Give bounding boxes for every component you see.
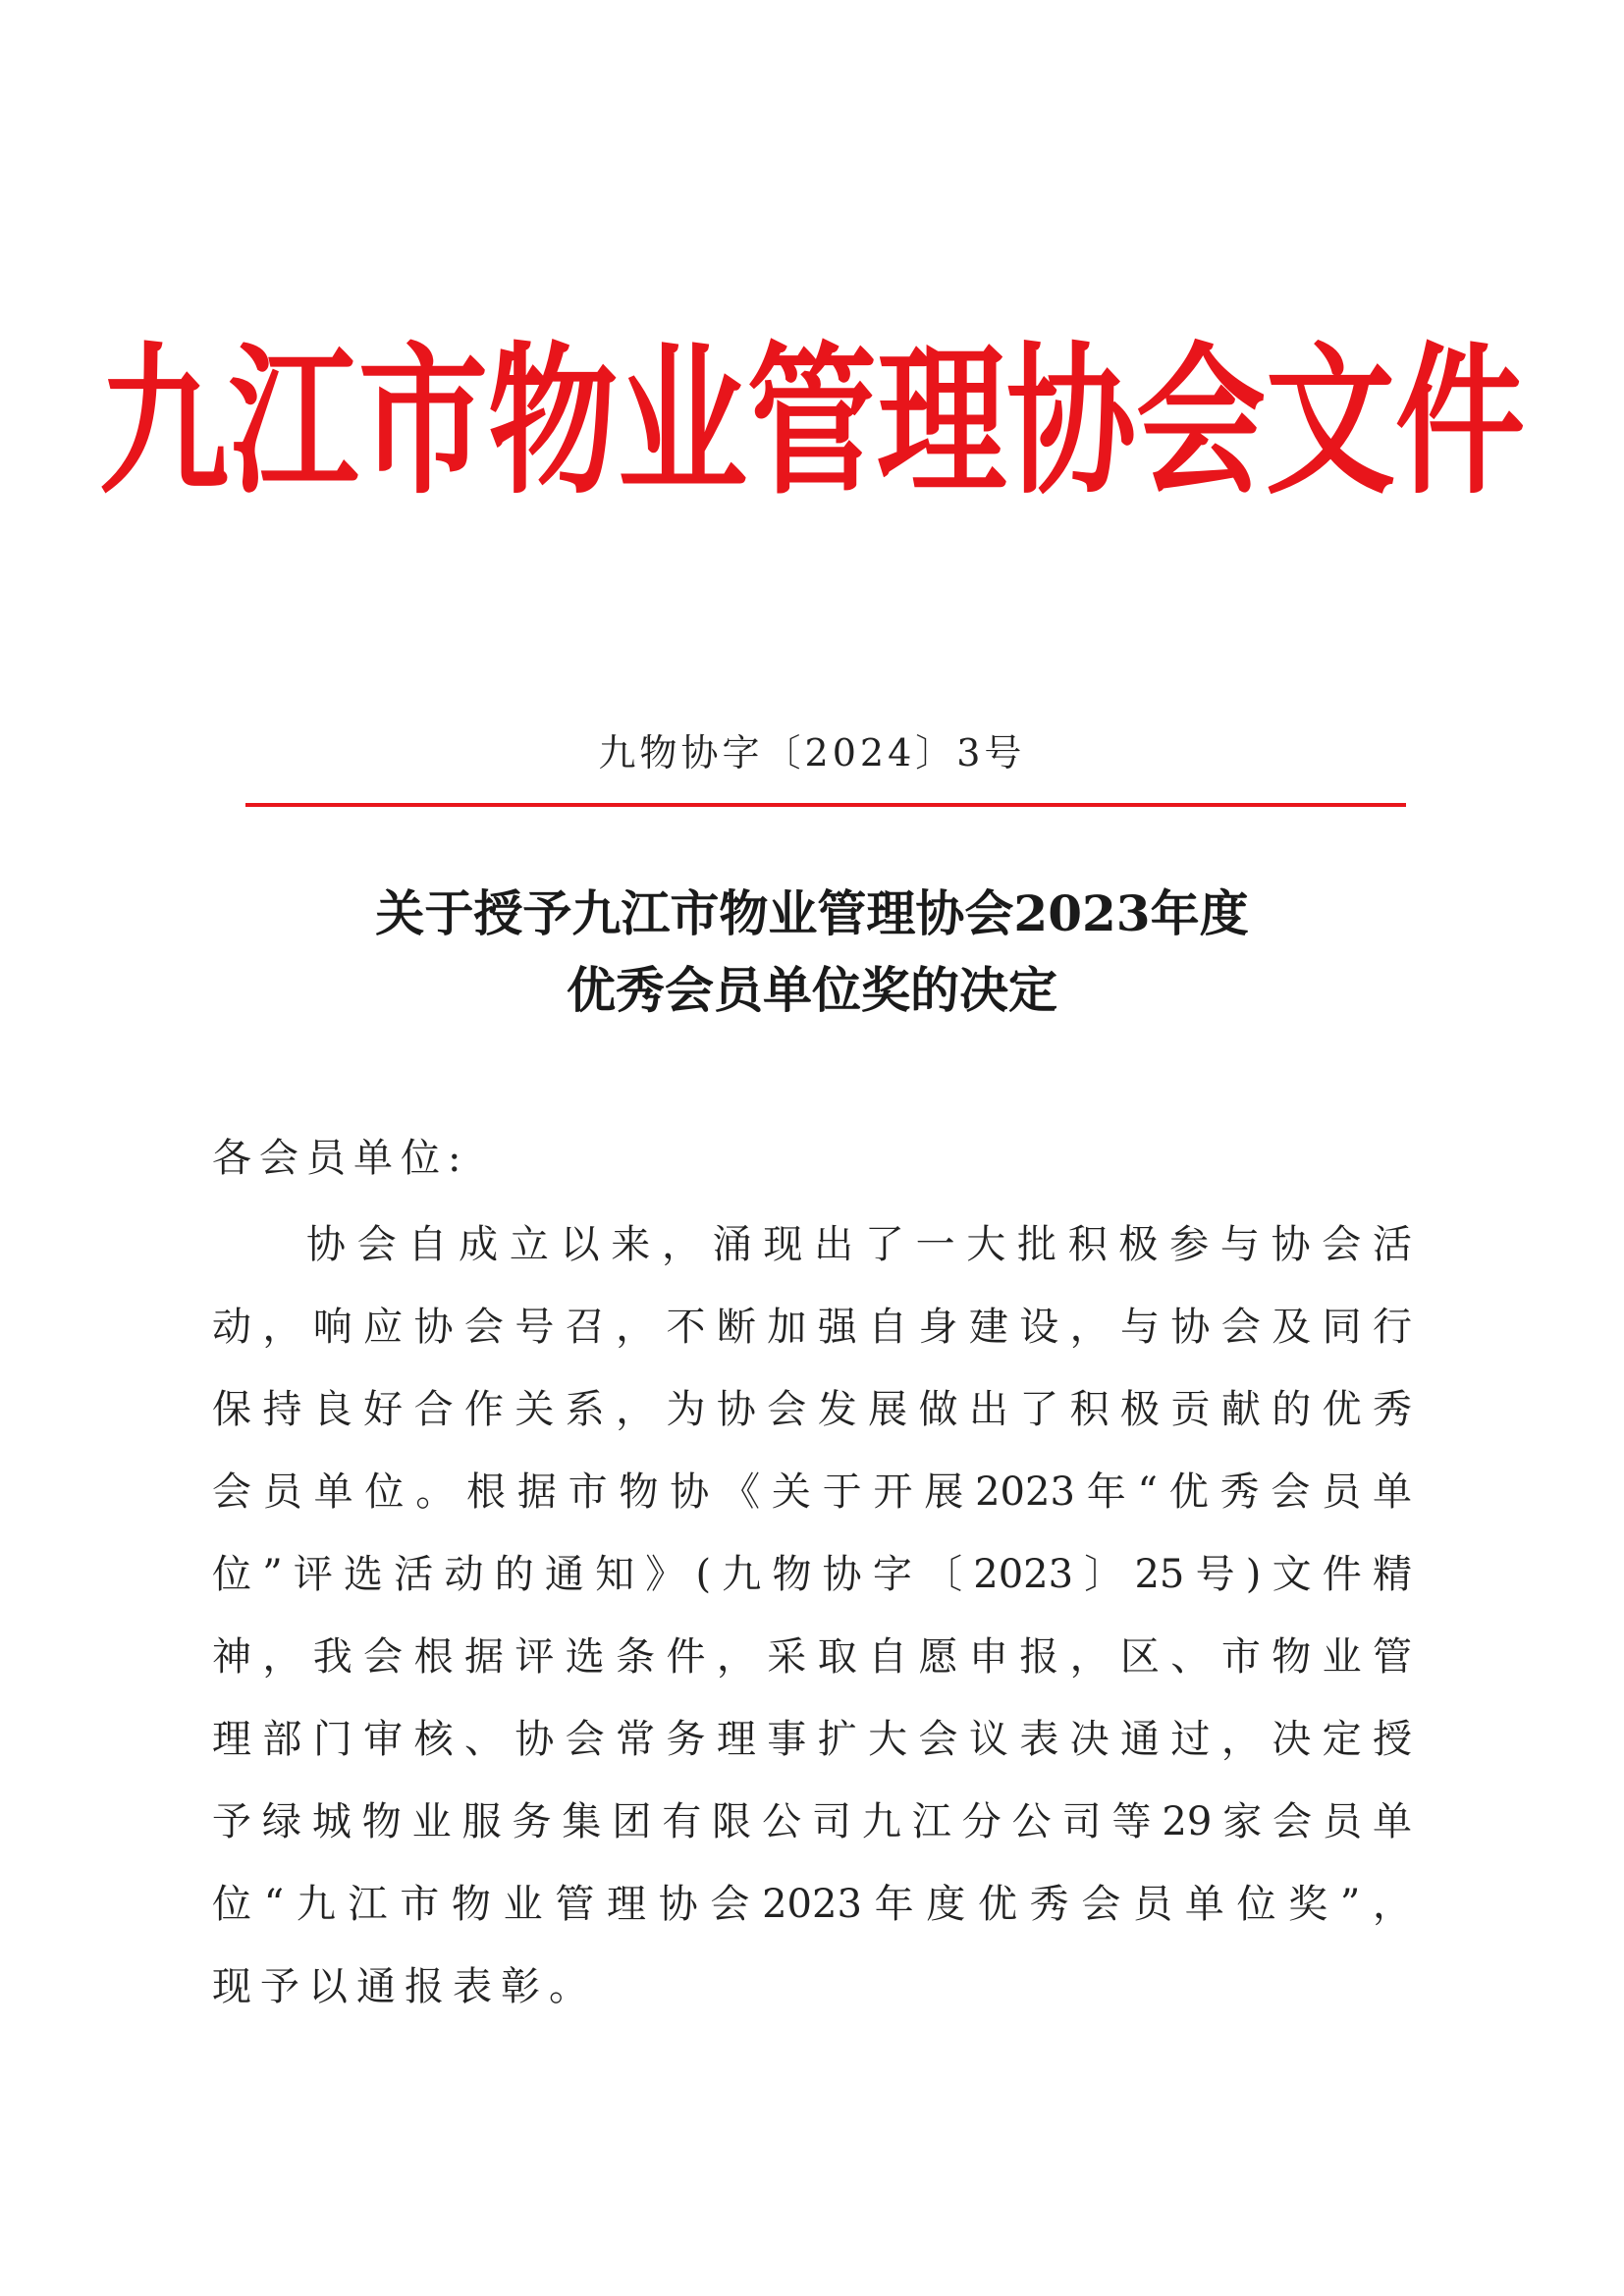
body-line: 会员单位。根据市物协《关于开展2023年“优秀会员单 [212,1469,1412,1515]
document-number: 九物协字〔2024〕3号 [598,731,1026,774]
body-line: 位“九江市物业管理协会2023年度优秀会员单位奖”， [212,1882,1412,1927]
body-line: 协会自成立以来，涌现出了一大批积极参与协会活 [306,1222,1412,1267]
body-paragraph [212,1203,1412,2028]
body-line: 位”评选活动的通知》(九物协字〔2023〕25号)文件精 [212,1552,1412,1597]
subject-line-2: 优秀会员单位奖的决定 [567,961,1057,1019]
document-subject [0,876,1624,1029]
body-line: 神，我会根据评选条件，采取自愿申报，区、市物业管 [212,1634,1412,1680]
body-line: 现予以通报表彰。 [212,1964,597,2009]
body-line: 动，响应协会号召，不断加强自身建设，与协会及同行 [212,1305,1412,1350]
salutation: 各会员单位: [212,1136,469,1181]
body-line: 理部门审核、协会常务理事扩大会议表决通过，决定授 [212,1717,1412,1762]
document-header-title: 九江市物业管理协会文件 [99,327,1525,517]
red-divider-line [245,803,1406,807]
body-line: 予绿城物业服务集团有限公司九江分公司等29家会员单 [212,1799,1412,1844]
body-line: 保持良好合作关系，为协会发展做出了积极贡献的优秀 [212,1387,1412,1432]
subject-line-1: 关于授予九江市物业管理协会2023年度 [375,884,1249,942]
